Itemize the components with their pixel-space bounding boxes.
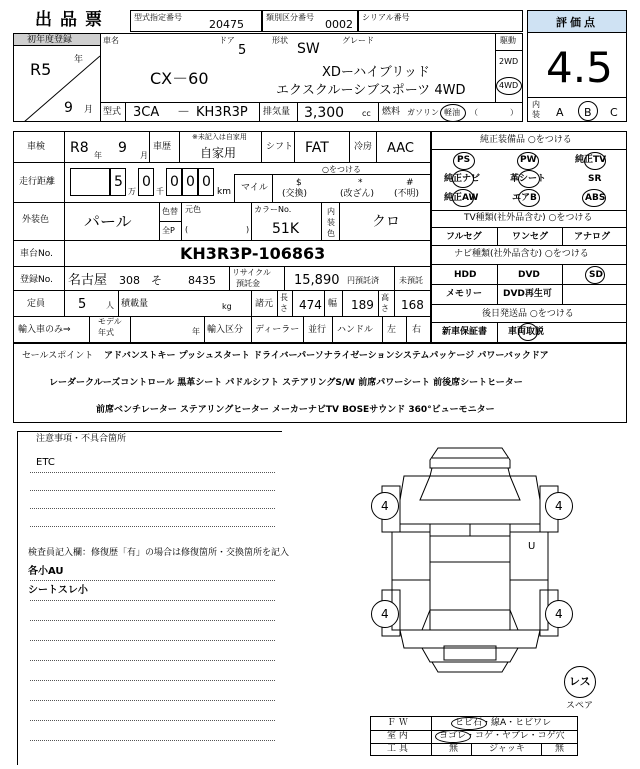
model-year-label-2: 年式 <box>98 328 114 337</box>
tv-header: TV種類(社外品含む) ○をつける <box>464 213 593 223</box>
color-no-value: 51K <box>272 221 299 237</box>
interior-grade-a: A <box>556 106 564 119</box>
later-warranty: 新車保証書 <box>442 327 488 337</box>
handle-label: ハンドル <box>337 325 374 335</box>
form-title: 出品票 <box>35 10 110 30</box>
inspection-label: 車検 <box>27 142 46 152</box>
fuel-paren-close: ） <box>510 108 518 117</box>
rating-label: 評価点 <box>556 16 598 29</box>
notes-label: 注意事項・不具合箇所 <box>36 434 127 444</box>
fw-label: Ｆ Ｗ <box>387 718 408 728</box>
equip-airbag: エアB <box>512 193 537 203</box>
selling-point-line-3: 前席ベンチレーター ステアリングヒーター メーカーナビTV BOSEサウンド 360°ビューモニター <box>96 405 495 415</box>
height-value: 168 <box>401 298 424 312</box>
reg-num: 8435 <box>188 274 216 287</box>
first-reg-year: R5 <box>30 60 52 79</box>
history-label: 車歴 <box>153 142 172 152</box>
tire-front-left: 4 <box>381 499 389 513</box>
model-spec-value: 20475 <box>209 18 244 31</box>
equip-abs: ABS <box>585 193 606 203</box>
history-value: 自家用 <box>200 146 237 160</box>
interior-grade-label: 内装 <box>532 100 540 119</box>
mileage-digit-1-value: 5 <box>114 174 123 190</box>
navi-hdd: HDD <box>454 270 477 280</box>
mileage-digit-2: 0 <box>142 174 151 190</box>
inspection-month: 9 <box>118 140 127 156</box>
dims-label: 諸元 <box>255 299 274 309</box>
chassis-value: KH3R3P-106863 <box>180 244 326 263</box>
mile-label: マイル <box>241 183 268 193</box>
navi-dvd: DVD <box>518 270 540 280</box>
import-type-label: 輸入区分 <box>207 325 244 335</box>
damage-mark-u: U <box>528 541 536 552</box>
selling-point-line-2: レーダークルーズコントロール 黒革シート パドルシフト ステアリングS/W 前席パワーシート 前後席シートヒーター <box>49 378 523 388</box>
drive-label: 駆動 <box>500 36 516 45</box>
full-paint-label: 全P <box>162 226 175 235</box>
interior-grade-c: C <box>610 106 618 119</box>
original-paren-close: ) <box>246 225 250 234</box>
class-label: 類別区分番号 <box>266 13 314 22</box>
length-label: 長さ <box>280 293 288 313</box>
equip-genuine-navi: 純正ナビ <box>444 174 481 184</box>
tools-value: 無 <box>449 744 459 754</box>
car-name: CX－60 <box>150 69 209 88</box>
genuine-header: 純正装備品 ○をつける <box>480 135 572 145</box>
ac-label: 冷房 <box>354 142 373 152</box>
displacement-value: 3,300 <box>304 105 345 121</box>
original-color-label: 元色 <box>185 205 201 214</box>
interior-color-value: クロ <box>372 214 400 230</box>
mark-dollar-sub: (交換) <box>282 189 308 199</box>
mileage-label: 走行距離 <box>19 177 56 187</box>
class-box <box>262 10 358 32</box>
equip-sr: SR <box>588 174 602 184</box>
rating-value: 4.5 <box>546 43 613 92</box>
year-unit: 年 <box>74 55 84 65</box>
interior-color-label: 内装色 <box>327 207 335 238</box>
grade-line1: XDーハイブリッド <box>322 65 430 80</box>
first-reg-month: 9 <box>64 100 73 116</box>
mark-hash: # <box>406 178 414 188</box>
fuel-diesel: 軽油 <box>444 108 460 117</box>
footer-table <box>370 716 578 756</box>
vehicle-block <box>13 33 523 122</box>
mark-hash-sub: (不明) <box>394 189 420 199</box>
recycle-status: 未預託 <box>399 276 423 285</box>
equip-genuine-aw: 純正AW <box>444 193 479 203</box>
interior-damage-label: 室 内 <box>387 731 408 741</box>
mark-star: * <box>358 178 363 188</box>
displacement-label: 排気量 <box>263 107 291 117</box>
later-manual: 車両取説 <box>508 327 545 337</box>
capacity-unit: 人 <box>106 301 114 310</box>
fw-value: ヒビ石・線A・ヒビワレ <box>455 718 552 728</box>
selling-points-label: セールスポイント <box>22 351 94 361</box>
type-code: KH3R3P <box>196 105 248 120</box>
grade-label: グレード <box>342 36 374 45</box>
class-value: 0002 <box>325 18 353 31</box>
notes-line-1: ETC <box>36 457 55 468</box>
inspector-line-2: シートスレ小 <box>28 585 88 596</box>
mileage-man: 万 <box>128 187 136 196</box>
inspection-month-unit: 月 <box>140 151 148 160</box>
serial-box <box>358 10 523 32</box>
chassis-label: 車台No. <box>20 249 53 259</box>
selling-point-line-1: アドバンストキー プッシュスタート ドライバーパーソナライゼーションシステムパッケージ パワーバックドア <box>104 351 549 361</box>
model-year-suffix: 年 <box>192 327 200 336</box>
import-dealer: ディーラー <box>255 325 300 335</box>
import-label: 輸入車のみ⇒ <box>18 325 71 335</box>
recycle-value: 15,890 <box>294 273 340 288</box>
handle-right: 右 <box>412 325 422 335</box>
repaint-label: 色替 <box>162 207 178 216</box>
handle-left: 左 <box>387 325 397 335</box>
equip-genuine-tv: 純正TV <box>575 155 607 165</box>
mileage-sen: 千 <box>156 187 164 196</box>
car-name-label: 車名 <box>103 36 119 45</box>
recycle-unit: 円預託済 <box>347 276 379 285</box>
details-table <box>13 131 431 343</box>
original-paren: ( <box>185 225 189 234</box>
serial-label: シリアル番号 <box>362 13 410 22</box>
door-label: ドア <box>219 36 235 45</box>
history-note: ※未記入は自家用 <box>192 133 247 141</box>
navi-dvd-play: DVD再生可 <box>503 289 552 299</box>
model-year-label-1: モデル <box>98 317 122 326</box>
jack-value: 無 <box>555 744 565 754</box>
shape-value: SW <box>297 41 320 57</box>
mileage-digit-5: 0 <box>202 174 211 190</box>
type-dash: － <box>177 105 191 120</box>
first-reg-label: 初年度登録 <box>27 35 73 45</box>
load-label: 積載量 <box>121 299 149 309</box>
tire-front-right: 4 <box>555 499 563 513</box>
length-value: 474 <box>299 298 322 312</box>
car-diagram <box>360 440 580 680</box>
equip-pw: PW <box>520 155 537 165</box>
inspector-line-1: 各小AU <box>28 566 64 577</box>
interior-grade-b: B <box>584 106 592 119</box>
exterior-color-value: パール <box>84 212 132 231</box>
fuel-gasoline: ガソリン <box>407 108 439 117</box>
color-no-label: カラーNo. <box>254 205 292 214</box>
mark-note: ○をつける <box>322 165 361 174</box>
capacity-label: 定員 <box>27 299 46 309</box>
mark-star-sub: (改ざん) <box>340 189 375 199</box>
inspection-year: R8 <box>70 140 89 156</box>
jack-label: ジャッキ <box>489 744 525 754</box>
drive-4wd: 4WD <box>499 81 519 90</box>
tv-analog: アナログ <box>574 232 611 242</box>
width-value: 189 <box>351 298 374 312</box>
month-unit: 月 <box>84 105 94 115</box>
kg-unit: kg <box>222 302 232 311</box>
mark-dollar: $ <box>296 178 302 188</box>
type-prefix: 3CA <box>133 105 160 120</box>
shape-label: 形状 <box>272 36 288 45</box>
tire-rear-left: 4 <box>381 607 389 621</box>
capacity-value: 5 <box>78 297 87 312</box>
drive-2wd: 2WD <box>499 57 519 66</box>
shift-value: FAT <box>305 140 329 156</box>
reg-label: 登録No. <box>20 275 53 285</box>
tire-rear-right: 4 <box>555 607 563 621</box>
model-spec-label: 型式指定番号 <box>134 13 182 22</box>
doors-value: 5 <box>238 43 247 58</box>
width-label: 幅 <box>328 299 338 309</box>
inspector-label: 検査員記入欄：修復歴「有」の場合は修復箇所・交換箇所を記入 <box>28 548 290 558</box>
navi-header: ナビ種類(社外品含む) ○をつける <box>454 249 589 259</box>
recycle-label-2: 預託金 <box>236 279 260 288</box>
spare-label: スペア <box>566 701 594 711</box>
exterior-color-label: 外装色 <box>22 215 50 225</box>
tools-label: 工 具 <box>387 744 408 754</box>
rating-box <box>527 10 627 122</box>
mileage-digit-4: 0 <box>186 174 195 190</box>
ac-value: AAC <box>387 141 414 156</box>
height-label: 高さ <box>381 293 389 313</box>
inspection-year-unit: 年 <box>94 151 102 160</box>
tv-oneseg: ワンセグ <box>512 232 549 242</box>
shift-label: シフト <box>266 142 294 152</box>
km-unit: km <box>217 187 231 197</box>
type-label: 型式 <box>103 107 122 117</box>
spare-value: レス <box>569 675 591 688</box>
grade-line2: エクスクルーシブスポーツ 4WD <box>276 83 466 98</box>
interior-damage-value: ヨゴレ・コゲ・ヤブレ・コゲ穴 <box>439 731 565 741</box>
mileage-digit-3: 0 <box>170 174 179 190</box>
later-header: 後日発送品 ○をつける <box>482 309 574 319</box>
reg-class: 308 <box>119 274 140 287</box>
tv-fullseg: フルセグ <box>446 232 482 242</box>
model-spec-box <box>130 10 262 32</box>
import-parallel: 並行 <box>308 325 327 335</box>
fuel-paren: （ <box>470 108 478 117</box>
reg-area: 名古屋 <box>68 273 108 288</box>
selling-points-box <box>13 343 627 423</box>
navi-sd: SD <box>589 270 603 280</box>
equipment-panel <box>431 131 627 343</box>
equip-leather-seat: 革シート <box>510 174 547 184</box>
recycle-label-1: リサイクル <box>232 268 271 277</box>
equip-ps: PS <box>457 155 471 165</box>
reg-kana: そ <box>151 274 162 287</box>
notes-box <box>17 431 290 765</box>
fuel-label: 燃料 <box>382 107 401 117</box>
navi-memory: メモリー <box>446 289 483 299</box>
displacement-unit: cc <box>362 109 371 118</box>
